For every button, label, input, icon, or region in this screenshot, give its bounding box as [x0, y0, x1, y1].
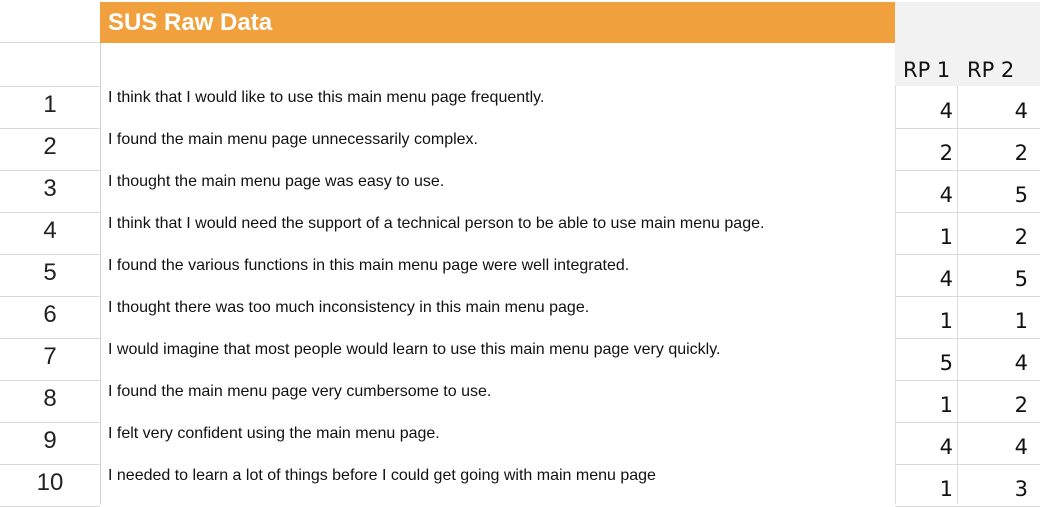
row-number[interactable]: 2: [43, 133, 57, 160]
cell-divider: [895, 422, 1040, 423]
rp1-value-cell[interactable]: 1: [939, 393, 953, 417]
rp1-value-cell[interactable]: 4: [939, 99, 953, 123]
row-number[interactable]: 9: [43, 427, 57, 454]
gutter-divider: [0, 42, 100, 43]
rp1-value-cell[interactable]: 1: [939, 477, 953, 501]
row-number[interactable]: 1: [43, 91, 57, 118]
cell-divider: [895, 254, 1040, 255]
sheet-title-cell[interactable]: SUS Raw Data: [100, 2, 895, 43]
column-header-rp2[interactable]: RP 2: [967, 58, 1015, 82]
cell-divider: [895, 212, 1040, 213]
question-cell[interactable]: I think that I would need the support of a technical person to be able to use main menu page.: [108, 215, 765, 232]
rp1-value-cell[interactable]: 1: [939, 309, 953, 333]
rp2-value-cell[interactable]: 5: [1014, 267, 1028, 291]
column-header-rp1[interactable]: RP 1: [903, 58, 951, 82]
row-number[interactable]: 4: [43, 217, 57, 244]
cell-divider: [895, 338, 1040, 339]
question-cell[interactable]: I thought the main menu page was easy to use.: [108, 173, 445, 190]
row-number[interactable]: 10: [36, 469, 64, 496]
rp2-value-cell[interactable]: 3: [1014, 477, 1028, 501]
rp2-value-cell[interactable]: 2: [1014, 141, 1028, 165]
rp2-value-cell[interactable]: 2: [1014, 393, 1028, 417]
rp1-value-cell[interactable]: 5: [939, 351, 953, 375]
row-number[interactable]: 7: [43, 343, 57, 370]
row-number[interactable]: 3: [43, 175, 57, 202]
cell-divider: [895, 128, 1040, 129]
question-cell[interactable]: I found the main menu page very cumbersome to use.: [108, 383, 492, 400]
row-number[interactable]: 5: [43, 259, 57, 286]
question-cell[interactable]: I would imagine that most people would learn to use this main menu page very quickly.: [108, 341, 721, 358]
question-cell[interactable]: I found the various functions in this main menu page were well integrated.: [108, 257, 630, 274]
rp2-value-cell[interactable]: 4: [1014, 99, 1028, 123]
row-number[interactable]: 8: [43, 385, 57, 412]
rp2-value-cell[interactable]: 4: [1014, 351, 1028, 375]
rp1-value-cell[interactable]: 1: [939, 225, 953, 249]
rp1-value-cell[interactable]: 4: [939, 267, 953, 291]
question-cell[interactable]: I found the main menu page unnecessarily complex.: [108, 131, 478, 148]
rp2-value-cell[interactable]: 2: [1014, 225, 1028, 249]
question-cell[interactable]: I think that I would like to use this main menu page frequently.: [108, 89, 545, 106]
rp1-value-cell[interactable]: 2: [939, 141, 953, 165]
cell-divider: [895, 296, 1040, 297]
rp1-value-cell[interactable]: 4: [939, 183, 953, 207]
rp2-value-cell[interactable]: 1: [1014, 309, 1028, 333]
rp2-value-cell[interactable]: 5: [1014, 183, 1028, 207]
cell-divider: [895, 170, 1040, 171]
rp1-value-cell[interactable]: 4: [939, 435, 953, 459]
question-cell[interactable]: I thought there was too much inconsistency in this main menu page.: [108, 299, 590, 316]
cell-divider: [895, 464, 1040, 465]
cell-divider: [895, 380, 1040, 381]
column-divider: [957, 86, 958, 504]
question-cell[interactable]: I needed to learn a lot of things before I could get going with main menu page: [108, 467, 656, 484]
question-cell[interactable]: I felt very confident using the main menu page.: [108, 425, 440, 442]
rp2-value-cell[interactable]: 4: [1014, 435, 1028, 459]
row-number[interactable]: 6: [43, 301, 57, 328]
